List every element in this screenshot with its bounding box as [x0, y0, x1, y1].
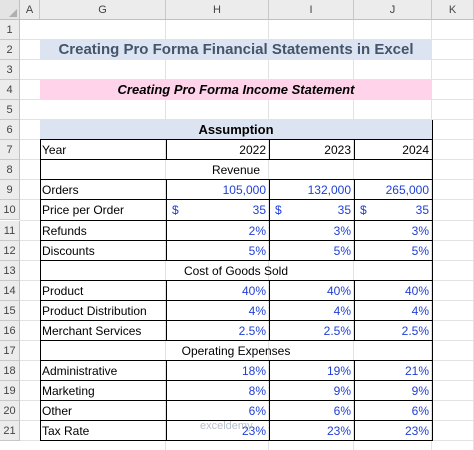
table-border-h [40, 280, 432, 281]
row-header-17[interactable]: 17 [0, 341, 20, 361]
table-border-v [269, 221, 270, 241]
value-refunds-2022[interactable]: 2% [248, 223, 266, 238]
table-border-v [269, 281, 270, 301]
table-border-v [166, 321, 167, 341]
section-subtitle[interactable]: Creating Pro Forma Income Statement [40, 80, 432, 100]
row-header-6[interactable]: 6 [0, 120, 20, 140]
row-header-4[interactable]: 4 [0, 80, 20, 100]
row-label-orders[interactable]: Orders [42, 183, 79, 198]
table-border-v [269, 361, 270, 381]
row-header-16[interactable]: 16 [0, 321, 20, 341]
value-marketing-2024[interactable]: 9% [411, 383, 429, 398]
column-header-i[interactable]: I [269, 0, 354, 20]
row-label-product-distribution[interactable]: Product Distribution [42, 303, 147, 318]
table-border-v [354, 221, 355, 241]
table-border-v [354, 381, 355, 401]
row-header-2[interactable]: 2 [0, 40, 20, 60]
table-border-v [354, 180, 355, 200]
year-2023[interactable]: 2023 [324, 143, 351, 158]
row-header-19[interactable]: 19 [0, 381, 20, 401]
value-product-2024[interactable]: 40% [404, 283, 429, 298]
row-header-21[interactable]: 21 [0, 421, 20, 441]
row-header-12[interactable]: 12 [0, 241, 20, 261]
row-header-5[interactable]: 5 [0, 100, 20, 120]
row-header-18[interactable]: 18 [0, 361, 20, 381]
table-border-v [166, 281, 167, 301]
row-header-1[interactable]: 1 [0, 20, 20, 40]
report-title[interactable]: Creating Pro Forma Financial Statements in Excel [40, 40, 432, 60]
row-label-marketing[interactable]: Marketing [42, 383, 95, 398]
table-border-h [40, 179, 432, 180]
column-header-h[interactable]: H [166, 0, 269, 20]
section-cogs[interactable]: Cost of Goods Sold [183, 263, 289, 278]
currency-symbol: $ [360, 203, 367, 218]
section-opex[interactable]: Operating Expenses [181, 343, 291, 358]
value-product-2023[interactable]: 40% [326, 283, 351, 298]
table-border-h [40, 220, 432, 221]
value-tax-rate-2024[interactable]: 23% [404, 424, 429, 438]
row-header-13[interactable]: 13 [0, 261, 20, 281]
row-label-refunds[interactable]: Refunds [42, 223, 87, 238]
table-border-v [354, 241, 355, 261]
column-header-a[interactable]: A [20, 0, 40, 20]
table-border-v [166, 421, 167, 441]
table-border-v [269, 301, 270, 321]
table-border-h [40, 300, 432, 301]
column-header-k[interactable]: K [432, 0, 474, 20]
row-label-tax-rate[interactable]: Tax Rate [42, 424, 90, 438]
value-refunds-2024[interactable]: 3% [411, 223, 429, 238]
select-all-triangle-icon [9, 9, 17, 17]
currency-symbol: $ [172, 203, 179, 218]
row-label-merchant-services[interactable]: Merchant Services [42, 323, 142, 338]
table-border-v [166, 180, 167, 200]
table-border-v [269, 180, 270, 200]
value-marketing-2023[interactable]: 9% [333, 383, 351, 398]
table-border-v [166, 381, 167, 401]
column-header-g[interactable]: G [40, 0, 166, 20]
table-border-h [40, 440, 432, 441]
value-merchant-services-2022[interactable]: 2.5% [238, 323, 266, 338]
value-administrative-2023[interactable]: 19% [326, 363, 351, 378]
table-border-v [354, 140, 355, 160]
table-border-v [354, 401, 355, 421]
row-header-10[interactable]: 10 [0, 200, 20, 220]
table-border-v [354, 361, 355, 381]
row-header-7[interactable]: 7 [0, 140, 20, 160]
value-administrative-2024[interactable]: 21% [404, 363, 429, 378]
table-border-v [269, 421, 270, 441]
table-border-v [354, 281, 355, 301]
row-label-administrative[interactable]: Administrative [42, 363, 118, 378]
year-2024[interactable]: 2024 [402, 143, 429, 158]
table-border-v [269, 321, 270, 341]
table-border-h [40, 240, 432, 241]
column-header-j[interactable]: J [354, 0, 432, 20]
value-discounts-2022[interactable]: 5% [248, 243, 266, 258]
value-refunds-2023[interactable]: 3% [333, 223, 351, 238]
value-discounts-2023[interactable]: 5% [333, 243, 351, 258]
value-merchant-services-2023[interactable]: 2.5% [323, 323, 351, 338]
value-price-per-order-2023[interactable]: 35 [337, 203, 351, 218]
value-product-distribution-2022[interactable]: 4% [248, 303, 266, 318]
exceldemy-watermark: exceldemy [200, 420, 253, 432]
row-header-14[interactable]: 14 [0, 281, 20, 301]
table-border-v [269, 401, 270, 421]
year-2022[interactable]: 2022 [239, 143, 266, 158]
table-border-v [354, 200, 355, 220]
value-price-per-order-2022[interactable]: 35 [252, 203, 266, 218]
row-header-15[interactable]: 15 [0, 301, 20, 321]
value-orders-2024[interactable]: 265,000 [385, 183, 429, 198]
value-product-2022[interactable]: 40% [241, 283, 266, 298]
table-border-v [166, 200, 167, 220]
row-label-product[interactable]: Product [42, 283, 84, 298]
row-label-price-per-order[interactable]: Price per Order [42, 203, 125, 218]
value-tax-rate-2023[interactable]: 23% [326, 424, 351, 438]
table-border-v [269, 200, 270, 220]
year-label[interactable]: Year [42, 143, 67, 158]
table-border-v [269, 381, 270, 401]
value-product-distribution-2024[interactable]: 4% [411, 303, 429, 318]
row-header-8[interactable]: 8 [0, 160, 20, 180]
table-border-v [166, 221, 167, 241]
table-border-h [40, 400, 432, 401]
value-price-per-order-2024[interactable]: 35 [415, 203, 429, 218]
table-border-v [166, 401, 167, 421]
table-border-v [166, 241, 167, 261]
table-border-h [40, 380, 432, 381]
row-header-3[interactable]: 3 [0, 60, 20, 80]
value-orders-2023[interactable]: 132,000 [307, 183, 351, 198]
value-tax-rate-2022[interactable]: 23% [241, 424, 266, 438]
table-border-h [40, 320, 432, 321]
row-header-11[interactable]: 11 [0, 221, 20, 241]
currency-symbol: $ [275, 203, 282, 218]
value-merchant-services-2024[interactable]: 2.5% [401, 323, 429, 338]
table-border-v [354, 421, 355, 441]
select-all-corner[interactable] [0, 0, 20, 20]
value-other-2023[interactable]: 6% [333, 403, 351, 418]
table-border-v [166, 301, 167, 321]
table-border-h [40, 139, 432, 140]
table-border-v [354, 321, 355, 341]
table-border-h [40, 260, 432, 261]
row-label-other[interactable]: Other [42, 403, 73, 418]
value-other-2024[interactable]: 6% [411, 403, 429, 418]
table-border-h [40, 360, 432, 361]
value-administrative-2022[interactable]: 18% [241, 363, 266, 378]
value-product-distribution-2023[interactable]: 4% [333, 303, 351, 318]
row-header-9[interactable]: 9 [0, 180, 20, 200]
value-discounts-2024[interactable]: 5% [411, 243, 429, 258]
table-border-v [166, 361, 167, 381]
section-revenue[interactable]: Revenue [211, 163, 261, 178]
table-border-v [354, 301, 355, 321]
value-marketing-2022[interactable]: 8% [248, 383, 266, 398]
table-border-h [40, 159, 432, 160]
table-border-v [166, 140, 167, 160]
assumption-header[interactable]: Assumption [40, 120, 432, 140]
value-orders-2022[interactable]: 105,000 [222, 183, 266, 198]
table-border-h [40, 340, 432, 341]
table-border-v [269, 140, 270, 160]
value-other-2022[interactable]: 6% [248, 403, 266, 418]
table-border-h [40, 199, 432, 200]
row-label-discounts[interactable]: Discounts [42, 243, 95, 258]
row-header-20[interactable]: 20 [0, 401, 20, 421]
table-border-v [269, 241, 270, 261]
